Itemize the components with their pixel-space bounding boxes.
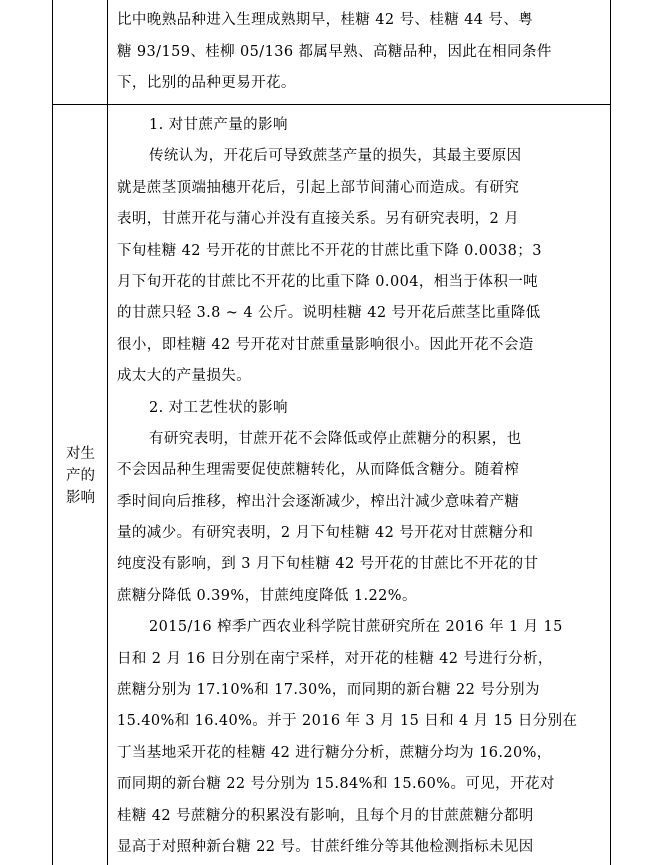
row-label-line: 产的: [66, 468, 95, 484]
row-label-line: 对生: [66, 446, 95, 462]
row-label-line: 影响: [66, 490, 95, 506]
text-line: 不会因品种生理需要促使蔗糖转化，从而降低含糖分。随着榨: [117, 462, 520, 479]
text-line: 糖 93/159、桂柳 05/136 都属早熟、高糖品种，因此在相同条件: [117, 43, 552, 60]
text-line: 而同期的新台糖 22 号分别为 15.84%和 15.60%。可见，开花对: [117, 776, 555, 793]
section-heading-process-traits: 2. 对工艺性状的影响: [149, 399, 288, 416]
text-line: 表明，甘蔗开花与蒲心并没有直接关系。另有研究表明，2 月: [117, 211, 520, 228]
text-line: 纯度没有影响，到 3 月下旬桂糖 42 号开花的甘蔗比不开花的甘: [117, 556, 539, 573]
production-impact-text: [117, 110, 607, 863]
text-line: 15.40%和 16.40%。并于 2016 年 3 月 15 日和 4 月 15 日分别在: [117, 713, 578, 730]
text-line: 日和 2 月 16 日分别在南宁采样，对开花的桂糖 42 号进行分析，: [117, 650, 553, 667]
text-line: 蔗糖分别为 17.10%和 17.30%，而同期的新台糖 22 号分别为: [117, 682, 540, 699]
text-line: 量的减少。有研究表明，2 月下旬桂糖 42 号开花对甘蔗糖分和: [117, 525, 534, 542]
text-line: 2015/16 榨季广西农业科学院甘蔗研究所在 2016 年 1 月 15: [149, 619, 563, 636]
text-line: 季时间向后推移，榨出汁会逐渐减少，榨出汁减少意味着产糖: [117, 493, 520, 510]
row-divider: [53, 104, 610, 105]
text-line: 成太大的产量损失。: [117, 368, 252, 385]
text-line: 桂糖 42 号蔗糖分的积累没有影响，且每个月的甘蔗蔗糖分都明: [117, 807, 534, 824]
text-line: 丁当基地采开花的桂糖 42 进行糖分分析，蔗糖分均为 16.20%，: [117, 744, 552, 761]
row-label-production-impact: [53, 443, 108, 509]
text-line: 下，比别的品种更易开花。: [117, 75, 296, 91]
document-table: [52, 0, 611, 865]
text-line: 比中晚熟品种进入生理成熟期早，桂糖 42 号、桂糖 44 号、粤: [117, 12, 534, 28]
text-line: 的甘蔗只轻 3.8 ~ 4 公斤。说明桂糖 42 号开花后蔗茎比重降低: [117, 305, 541, 322]
label-column: [53, 0, 108, 865]
text-line: 月下旬开花的甘蔗比不开花的比重下降 0.004，相当于体积一吨: [117, 273, 539, 290]
text-line: 有研究表明，甘蔗开花不会降低或停止蔗糖分的积累，也: [149, 430, 522, 447]
text-line: 很小，即桂糖 42 号开花对甘蔗重量影响很小。因此开花不会造: [117, 336, 534, 353]
section-heading-yield: 1. 对甘蔗产量的影响: [149, 117, 288, 133]
text-line: 传统认为，开花后可导致蔗茎产量的损失，其最主要原因: [149, 148, 522, 165]
text-line: 蔗糖分降低 0.39%，甘蔗纯度降低 1.22%。: [117, 587, 417, 604]
text-line: 就是蔗茎顶端抽穗开花后，引起上部节间蒲心而造成。有研究: [117, 179, 520, 196]
text-line: 显高于对照种新台糖 22 号。甘蔗纤维分等其他检测指标未见因: [117, 838, 534, 855]
text-line: 下旬桂糖 42 号开花的甘蔗比不开花的甘蔗比重下降 0.0038；3: [117, 242, 542, 259]
top-cell-text: [117, 5, 607, 100]
